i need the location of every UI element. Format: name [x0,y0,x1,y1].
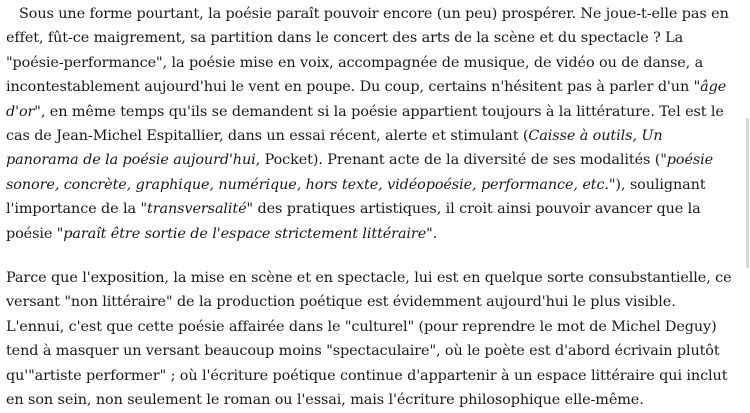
paragraph-1-text-1: Sous une forme pourtant, la poésie paraît pouvoir encore (un peu) prospérer. Ne joue-t-elle pas en effet, fût-ce maigrement, sa partition dans le concert des arts de la scène et du spectacle ? La "poésie-performance", la poésie mise en voix, accompagnée de musique, de vidéo ou de danse, a incontestablement aujourd'hui le vent en poupe. Du coup, certains n'hésitent pas à parler d'un [6,6,729,96]
quote-sortie: "paraît être sortie de l'espace strictement littéraire" [56,225,433,242]
scrollbar[interactable] [744,0,750,412]
scrollbar-thumb[interactable] [746,118,749,268]
quote-age-dor: "âge d'or" [6,79,727,120]
paragraph-1-text-2: , en même temps qu'ils se demandent si la poésie appartient toujours à la littérature. Tel est le cas de Jean-Michel Espitallier, dans un essai récent, alerte et stimulant ( [6,103,724,145]
paragraph-1-text-3: , Pocket). Prenant acte de la diversité de ses modalités ( [255,152,661,169]
paragraph-1 [6,0,732,246]
book-title: Caisse à outils, Un panorama de la poésie aujourd'hui [6,128,663,169]
paragraph-1-text-5: des pratiques artistiques, il croit ainsi pouvoir avancer que la poésie [6,201,701,242]
paragraph-2: Parce que l'exposition, la mise en scène et en spectacle, lui est en quelque sorte consubstantielle, ce versant "non littéraire" de la production poétique est évidemment aujourd'hui le plus visible. L'ennui, c'est que cette poésie affairée dans le "culturel" (pour reprendre le mot de Michel Deguy) tend à masquer un versant beaucoup moins "spectaculaire", où le poète est d'abord écrivain plutôt qu'"artiste performer" ; où l'écriture poétique continue d'appartenir à un espace littéraire qui inclut en son sein, non seulement le roman ou l'essai, mais l'écriture philosophique elle-même. [6,270,732,409]
quote-modalites: "poésie sonore, concrète, graphique, numérique, hors texte, vidéopoésie, performance, etc. [6,152,714,193]
paragraph-1-text-4: "), soulignant l'importance de la [6,176,706,218]
quote-transversalite: "transversalité" [140,201,254,218]
article-body [6,0,732,413]
paragraph-1-text-6: . [432,225,438,242]
